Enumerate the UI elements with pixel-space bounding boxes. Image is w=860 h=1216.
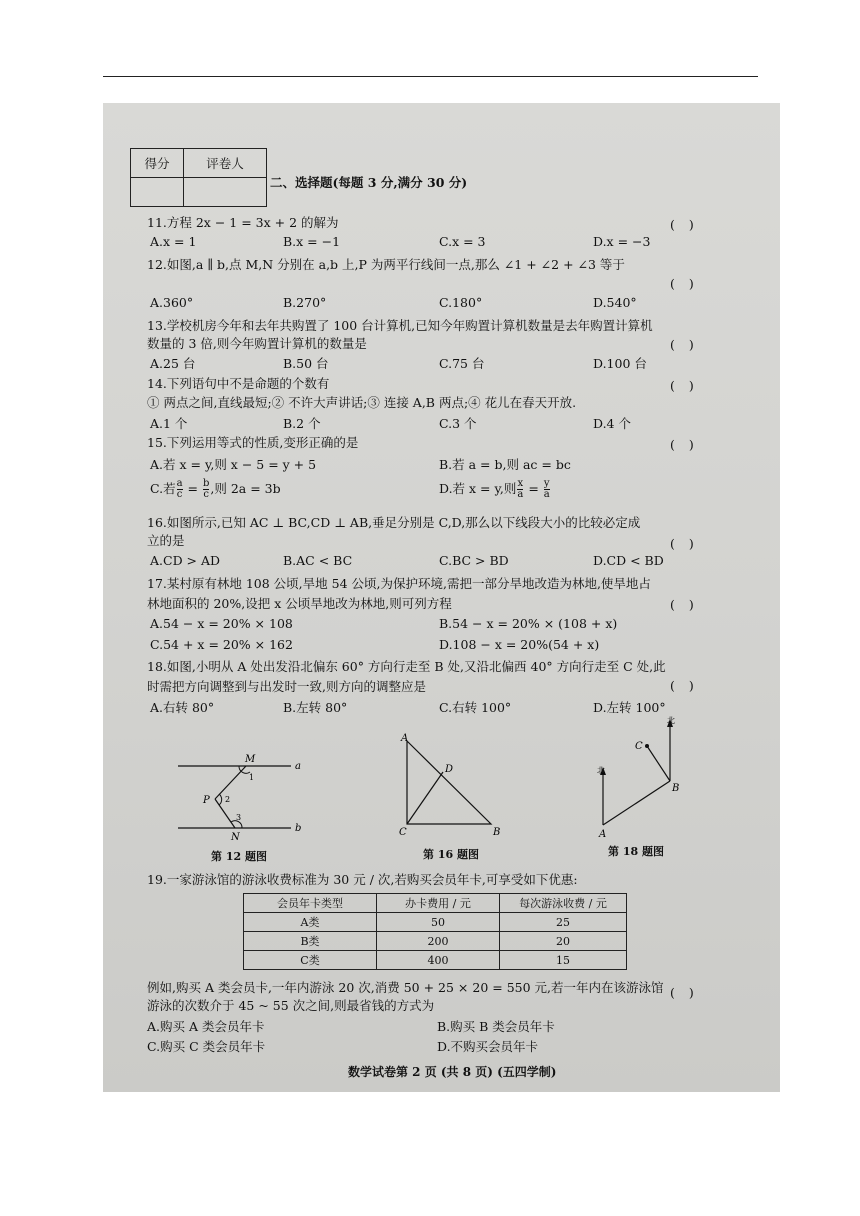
cell-type: C类	[244, 951, 377, 970]
header-per-visit-fee: 每次游泳收费 / 元	[500, 894, 627, 913]
frac-denominator: a	[543, 489, 550, 500]
q15-frac-b-over-c	[203, 479, 209, 500]
q16-option-d: D.CD < BD	[593, 553, 664, 568]
figure-12-diagram	[173, 748, 313, 843]
q17-option-b: B.54 − x = 20% × (108 + x)	[439, 616, 618, 631]
figure-18-caption: 第 18 题图	[608, 845, 664, 858]
q15-option-c-tail: ,则 2a = 3b	[210, 481, 281, 496]
q13-stem-line2: 数量的 3 倍,则今年购置计算机的数量是	[147, 336, 367, 351]
q11-option-d: D.x = −3	[593, 234, 651, 249]
table-row	[244, 951, 627, 970]
q19-option-c: C.购买 C 类会员年卡	[147, 1039, 266, 1054]
frac-numerator: b	[202, 478, 210, 489]
frac-denominator: c	[176, 489, 183, 500]
label-a: a	[295, 761, 301, 772]
q19-option-d: D.不购买会员年卡	[437, 1039, 539, 1054]
q14-option-b: B.2 个	[283, 416, 321, 431]
label-b: B	[672, 783, 680, 794]
label-b: B	[493, 827, 501, 838]
figure-16-caption: 第 16 题图	[423, 848, 479, 861]
table-row	[244, 932, 627, 951]
q14-option-a: A.1 个	[150, 416, 188, 431]
q14-stem-line1: 14.下列语句中不是命题的个数有	[147, 376, 330, 391]
q12-option-b: B.270°	[283, 295, 327, 310]
q19-stem: 19.一家游泳馆的游泳收费标准为 30 元 / 次,若购买会员年卡,可享受如下优惠:	[147, 872, 578, 887]
angle-2-arc	[219, 794, 222, 805]
q18-answer-paren: ( )	[670, 678, 694, 693]
q19-text-line1: 例如,购买 A 类会员卡,一年内游泳 20 次,消费 50 + 25 × 20 = 550 元,若一年内在该游泳馆	[147, 980, 664, 995]
cell-card-fee: 50	[377, 913, 500, 932]
exam-page-photo	[103, 103, 780, 1092]
q13-option-a: A.25 台	[150, 356, 196, 371]
q14-answer-paren: ( )	[670, 378, 694, 393]
q17-stem-line2: 林地面积的 20%,设把 x 公顷旱地改为林地,则可列方程	[147, 596, 452, 611]
header-rule	[103, 76, 758, 77]
q15-stem: 15.下列运用等式的性质,变形正确的是	[147, 435, 359, 450]
cell-visit-fee: 20	[500, 932, 627, 951]
score-label: 得分	[131, 149, 184, 178]
figure-12-caption: 第 12 题图	[211, 850, 267, 863]
page-footer: 数学试卷第 2 页 (共 8 页) (五四学制)	[348, 1065, 557, 1079]
q11-answer-paren: ( )	[670, 217, 694, 232]
q15-option-d-prefix: D.若 x = y,则	[439, 481, 517, 496]
q11-option-b: B.x = −1	[283, 234, 341, 249]
q18-option-c: C.右转 100°	[439, 700, 512, 715]
path-ab	[603, 781, 670, 825]
q18-stem-line1: 18.如图,小明从 A 处出发沿北偏东 60° 方向行走至 B 处,又沿北偏西 40° 方向行走至 C 处,此	[147, 659, 666, 674]
q14-option-d: D.4 个	[593, 416, 631, 431]
q15-option-d: D.若 x = y,则 $\frac{x}{a}$ = $\frac{y}{a}$	[439, 478, 550, 500]
frac-denominator: a	[517, 489, 524, 500]
figure-18-diagram	[591, 713, 691, 838]
q11-option-c: C.x = 3	[439, 234, 486, 249]
q15-frac-y-over-a	[544, 479, 550, 500]
q15-option-c-prefix: C.若	[150, 481, 176, 496]
triangle-abc	[407, 741, 491, 824]
frac-numerator: y	[543, 478, 550, 489]
score-box	[130, 148, 267, 207]
grader-cell	[184, 178, 267, 207]
q15-frac-a-over-c	[177, 479, 183, 500]
q12-stem: 12.如图,a ∥ b,点 M,N 分别在 a,b 上,P 为两平行线间一点,那么 ∠1 + ∠2 + ∠3 等于	[147, 257, 625, 272]
q18-stem-line2: 时需把方向调整到与出发时一致,则方向的调整应是	[147, 679, 426, 694]
label-c: C	[399, 827, 407, 838]
q16-option-c: C.BC > BD	[439, 553, 509, 568]
label-p: P	[203, 795, 210, 806]
q12-option-a: A.360°	[150, 295, 194, 310]
q13-option-c: C.75 台	[439, 356, 485, 371]
table-header-row	[244, 894, 627, 913]
label-a: A	[401, 733, 409, 744]
cell-type: B类	[244, 932, 377, 951]
q19-option-a: A.购买 A 类会员年卡	[147, 1019, 265, 1034]
q16-option-b: B.AC < BC	[283, 553, 353, 568]
q15-answer-paren: ( )	[670, 437, 694, 452]
q14-option-c: C.3 个	[439, 416, 477, 431]
q16-stem-line1: 16.如图所示,已知 AC ⊥ BC,CD ⊥ AB,垂足分别是 C,D,那么以下线段大小的比较必定成	[147, 515, 641, 530]
q17-option-a: A.54 − x = 20% × 108	[150, 616, 293, 631]
path-bc	[647, 746, 670, 781]
q17-option-c: C.54 + x = 20% × 162	[150, 637, 293, 652]
q19-option-b: B.购买 B 类会员年卡	[437, 1019, 555, 1034]
label-a: A	[599, 829, 607, 838]
q19-text-line2: 游泳的次数介于 45 ~ 55 次之间,则最省钱的方式为	[147, 998, 435, 1013]
q12-option-c: C.180°	[439, 295, 483, 310]
label-b: b	[295, 823, 302, 834]
q15-option-b: B.若 a = b,则 ac = bc	[439, 457, 571, 472]
frac-numerator: a	[176, 478, 183, 489]
label-angle-3: 3	[236, 813, 242, 822]
q15-option-a: A.若 x = y,则 x − 5 = y + 5	[150, 457, 317, 472]
section-title: 二、选择题(每题 3 分,满分 30 分)	[270, 175, 468, 190]
q13-option-b: B.50 台	[283, 356, 329, 371]
grader-label: 评卷人	[184, 149, 267, 178]
q17-answer-paren: ( )	[670, 597, 694, 612]
label-c: C	[635, 741, 643, 752]
label-d: D	[445, 764, 454, 775]
q14-stem-line2: ① 两点之间,直线最短;② 不许大声讲话;③ 连接 A,B 两点;④ 花儿在春天开放.	[147, 395, 577, 410]
fee-table	[243, 893, 627, 970]
q13-stem-line1: 13.学校机房今年和去年共购置了 100 台计算机,已知今年购置计算机数量是去年购置计算机	[147, 318, 653, 333]
label-m: M	[245, 754, 256, 765]
label-n: N	[231, 832, 240, 843]
header-card-type: 会员年卡类型	[244, 894, 377, 913]
q12-answer-paren: ( )	[670, 276, 694, 291]
q16-option-a: A.CD > AD	[150, 553, 221, 568]
q11-option-a: A.x = 1	[150, 234, 197, 249]
cell-card-fee: 200	[377, 932, 500, 951]
cell-card-fee: 400	[377, 951, 500, 970]
header-card-fee: 办卡费用 / 元	[377, 894, 500, 913]
q16-stem-line2: 立的是	[147, 533, 185, 548]
frac-denominator: c	[203, 489, 209, 500]
label-angle-1: 1	[249, 773, 255, 782]
q11-stem: 11.方程 2x − 1 = 3x + 2 的解为	[147, 215, 339, 230]
q18-option-d: D.左转 100°	[593, 700, 666, 715]
segment-cd	[407, 772, 443, 824]
q13-answer-paren: ( )	[670, 337, 694, 352]
table-row	[244, 913, 627, 932]
q16-answer-paren: ( )	[670, 536, 694, 551]
q18-option-a: A.右转 80°	[150, 700, 215, 715]
label-angle-2: 2	[225, 795, 231, 804]
q12-option-d: D.540°	[593, 295, 637, 310]
q15-option-c: C.若 $\frac{a}{c}$ = $\frac{b}{c}$ ,则 2a = 3b	[150, 478, 281, 500]
score-cell	[131, 178, 184, 207]
q15-frac-x-over-a	[517, 479, 523, 500]
cell-visit-fee: 25	[500, 913, 627, 932]
q18-option-b: B.左转 80°	[283, 700, 348, 715]
q13-option-d: D.100 台	[593, 356, 647, 371]
q19-answer-paren: ( )	[670, 985, 694, 1000]
point-c	[645, 744, 649, 748]
cell-visit-fee: 15	[500, 951, 627, 970]
figure-16-diagram	[393, 731, 508, 841]
label-north-b: 北	[667, 716, 675, 725]
frac-numerator: x	[517, 478, 524, 489]
label-north-a: 北	[597, 766, 605, 775]
q17-option-d: D.108 − x = 20%(54 + x)	[439, 637, 600, 652]
q17-stem-line1: 17.某村原有林地 108 公顷,旱地 54 公顷,为保护环境,需把一部分旱地改造为林地,使旱地占	[147, 576, 651, 591]
cell-type: A类	[244, 913, 377, 932]
